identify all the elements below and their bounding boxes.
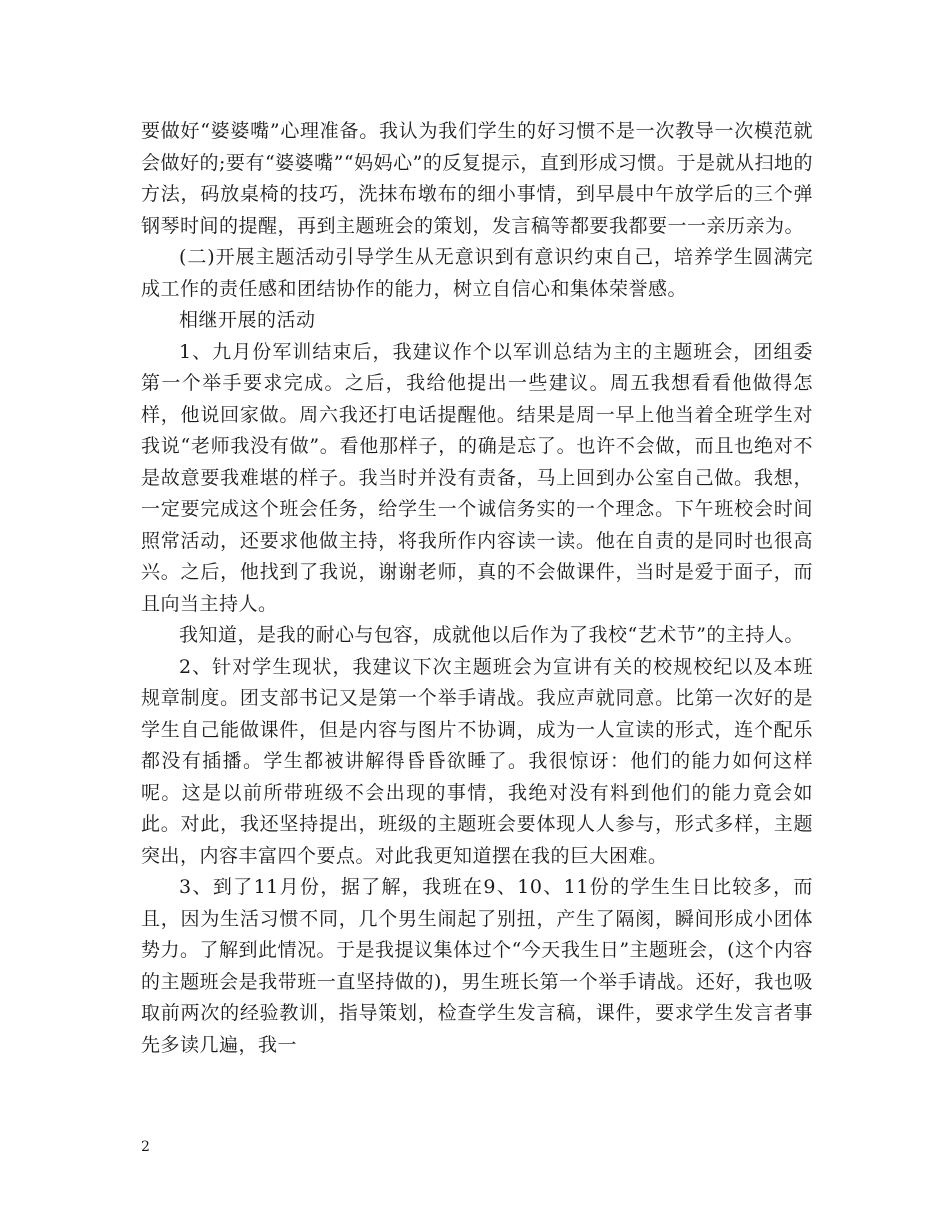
paragraph-activities-heading: 相继开展的活动 xyxy=(179,309,316,331)
paragraph-reflection: 我知道，是我的耐心与包容，成就他以后作为了我校“艺术节”的主持人。 xyxy=(179,624,804,646)
paragraph-activity-one: 1、九月份军训结束后，我建议作个以军训总结为主的主题班会，团组委第一个举手要求完成。之后，我给他提出一些建议。周五我想看看他做得怎样，他说回家做。周六我还打电话提醒他。结果是周一早上他当着全班学生对我说“老师我没有做”。看他那样子，的确是忘了。也许不会做，而且也绝对不是故意要我难堪的样子。我当时并没有责备，马上回到办公室自己做。我想，一定要完成这个班会任务，给学生一个诚信务实的一个理念。下午班校会时间照常活动，还要求他做主持，将我所作内容读一读。他在自责的是同时也很高兴。之后，他找到了我说，谢谢老师，真的不会做课件，当时是爱于面子，而且向当主持人。 xyxy=(141,340,813,615)
document-body xyxy=(141,116,813,1061)
page-number: 2 xyxy=(141,1139,150,1155)
paragraph-continuation: 要做好“婆婆嘴”心理准备。我认为我们学生的好习惯不是一次教导一次模范就会做好的;要有“婆婆嘴”“妈妈心”的反复提示，直到形成习惯。于是就从扫地的方法，码放桌椅的技巧，洗抹布墩布的细小事情，到早晨中午放学后的三个弹钢琴时间的提醒，再到主题班会的策划，发言稿等都要我都要一一亲历亲为。 xyxy=(141,120,813,237)
paragraph-section-two: (二)开展主题活动引导学生从无意识到有意识约束自己，培养学生圆满完成工作的责任感和团结协作的能力，树立自信心和集体荣誉感。 xyxy=(141,246,813,300)
paragraph-activity-three: 3、到了11月份，据了解，我班在9、10、11份的学生生日比较多，而且，因为生活习惯不同，几个男生闹起了别扭，产生了隔阂，瞬间形成小团体势力。了解到此情况。于是我提议集体过个“今天我生日”主题班会，(这个内容的主题班会是我带班一直坚持做的)，男生班长第一个举手请战。还好，我也吸取前两次的经验教训，指导策划，检查学生发言稿，课件，要求学生发言者事先多读几遍，我一 xyxy=(141,876,813,1056)
paragraph-activity-two: 2、针对学生现状，我建议下次主题班会为宣讲有关的校规校纪以及本班规章制度。团支部书记又是第一个举手请战。我应声就同意。比第一次好的是学生自己能做课件，但是内容与图片不协调，成为一人宣读的形式，连个配乐都没有插播。学生都被讲解得昏昏欲睡了。我很惊讶：他们的能力如何这样呢。这是以前所带班级不会出现的事情，我绝对没有料到他们的能力竟会如此。对此，我还坚持提出，班级的主题班会要体现人人参与，形式多样，主题突出，内容丰富四个要点。对此我更知道摆在我的巨大困难。 xyxy=(141,655,813,867)
